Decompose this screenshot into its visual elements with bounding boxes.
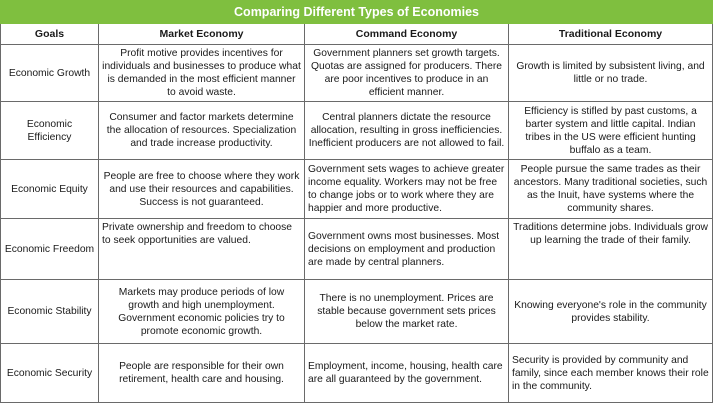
command-cell: Employment, income, housing, health care are all guaranteed by the government. [305, 344, 509, 403]
header-market-economy: Market Economy [99, 24, 305, 45]
table-row [1, 45, 713, 102]
command-cell: There is no unemployment. Prices are stable because government sets prices below the market rate. [305, 280, 509, 344]
header-command-economy: Command Economy [305, 24, 509, 45]
market-cell: Profit motive provides incentives for individuals and businesses to produce what is demanded in the most efficient manner to avoid waste. [99, 45, 305, 102]
goal-cell: Economic Security [1, 344, 99, 403]
goal-cell: Economic Efficiency [1, 102, 99, 160]
goal-cell: Economic Equity [1, 160, 99, 219]
traditional-cell: Growth is limited by subsistent living, and little or no trade. [509, 45, 713, 102]
traditional-cell: Efficiency is stifled by past customs, a barter system and little capital. Indian tribes in the US were efficient hunting buffalo as a team. [509, 102, 713, 160]
table-row [1, 160, 713, 219]
market-cell: People are free to choose where they work and use their resources and capabilities. Success is not guaranteed. [99, 160, 305, 219]
market-cell: Private ownership and freedom to choose to seek opportunities are valued. [99, 219, 305, 280]
traditional-cell: Knowing everyone's role in the community provides stability. [509, 280, 713, 344]
table-title: Comparing Different Types of Economies [1, 1, 713, 24]
table-row [1, 280, 713, 344]
table-row [1, 344, 713, 403]
market-cell: People are responsible for their own retirement, health care and housing. [99, 344, 305, 403]
command-cell: Government sets wages to achieve greater income equality. Workers may not be free to change jobs or to work where they are happier and more productive. [305, 160, 509, 219]
table-row [1, 102, 713, 160]
goal-cell: Economic Growth [1, 45, 99, 102]
market-cell: Markets may produce periods of low growth and high unemployment. Government economic policies try to promote economic growth. [99, 280, 305, 344]
header-traditional-economy: Traditional Economy [509, 24, 713, 45]
command-cell: Government owns most businesses. Most decisions on employment and production are made by central planners. [305, 219, 509, 280]
goal-cell: Economic Stability [1, 280, 99, 344]
traditional-cell: Traditions determine jobs. Individuals grow up learning the trade of their family. [509, 219, 713, 280]
market-cell: Consumer and factor markets determine the allocation of resources. Specialization and trade increase productivity. [99, 102, 305, 160]
command-cell: Government planners set growth targets. Quotas are assigned for producers. There are poor incentives to produce in an efficient manner. [305, 45, 509, 102]
header-goals: Goals [1, 24, 99, 45]
traditional-cell: Security is provided by community and family, since each member knows their role in the community. [509, 344, 713, 403]
traditional-cell: People pursue the same trades as their ancestors. Many traditional societies, such as the Inuit, have systems where the community shares. [509, 160, 713, 219]
table-row [1, 219, 713, 280]
goal-cell: Economic Freedom [1, 219, 99, 280]
command-cell: Central planners dictate the resource allocation, resulting in gross inefficiencies. Inefficient producers are not allowed to fail. [305, 102, 509, 160]
